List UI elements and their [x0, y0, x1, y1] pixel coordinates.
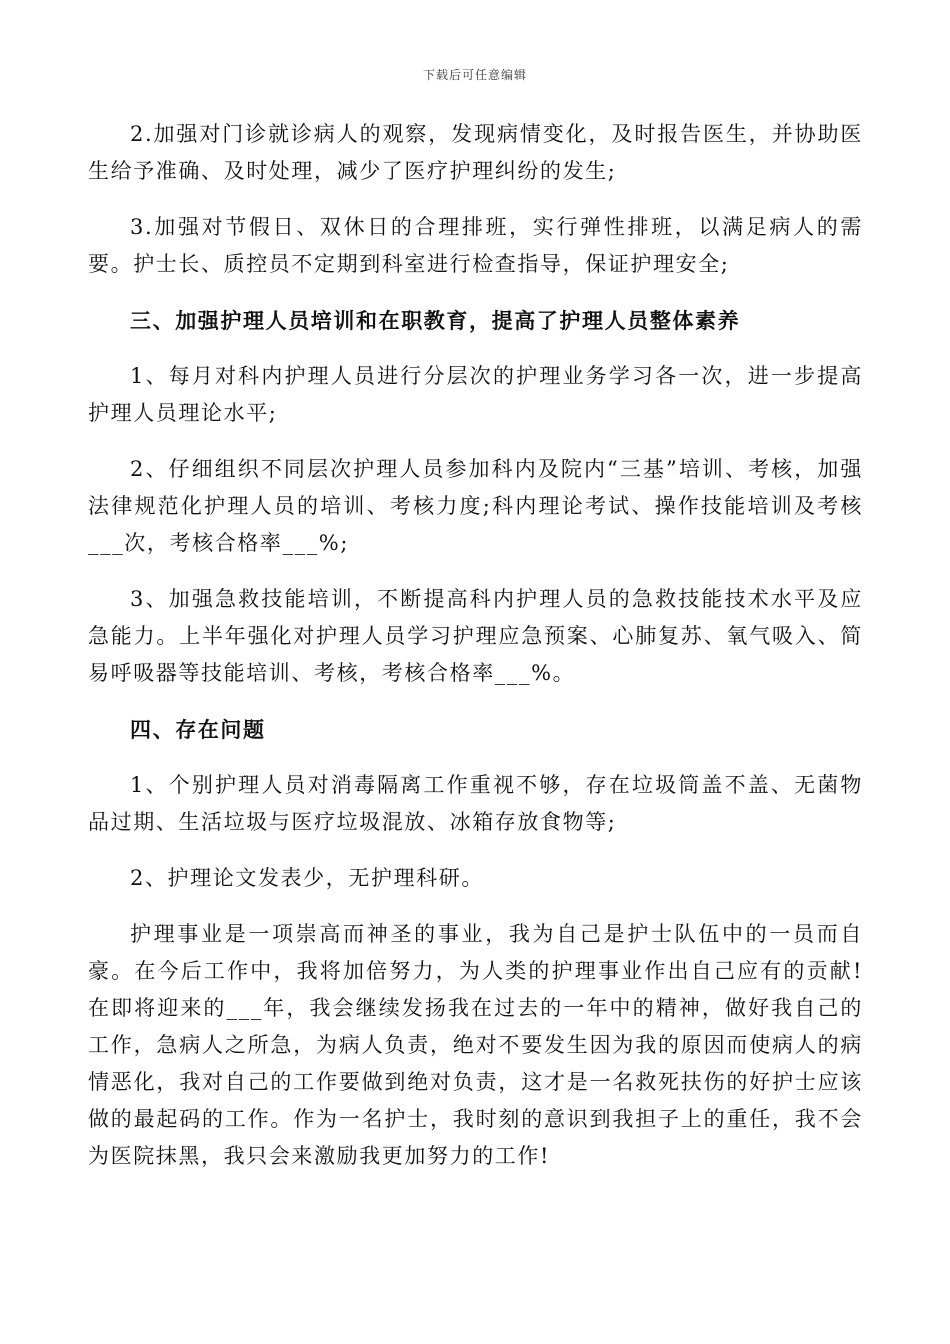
section-heading-problems: 四、存在问题: [130, 717, 266, 742]
paragraph-2-outpatient-observation: 2.加强对门诊就诊病人的观察，发现病情变化，及时报告医生，并协助医生给予准确、及时处理，减少了医疗护理纠纷的发生;: [88, 122, 863, 183]
paragraph-problems-1: 1、个别护理人员对消毒隔离工作重视不够，存在垃圾筒盖不盖、无菌物品过期、生活垃圾与医疗垃圾混放、冰箱存放食物等;: [88, 773, 863, 834]
paragraph-conclusion: 护理事业是一项崇高而神圣的事业，我为自己是护士队伍中的一员而自豪。在今后工作中，我将加倍努力，为人类的护理事业作出自己应有的贡献!在即将迎来的___年，我会继续发扬我在过去的一年中的精神，做好我自己的工作，急病人之所急，为病人负责，绝对不要发生因为我的原因而使病人的病情恶化，我对自己的工作要做到绝对负责，这才是一名救死扶伤的好护士应该做的最起码的工作。作为一名护士，我时刻的意识到我担子上的重任，我不会为医院抹黑，我只会来激励我更加努力的工作!: [88, 922, 863, 1168]
paragraph-training-2: 2、仔细组织不同层次护理人员参加科内及院内“三基”培训、考核，加强法律规范化护理人员的培训、考核力度;科内理论考试、操作技能培训及考核___次，考核合格率___%;: [88, 457, 863, 555]
paragraph-problems-2: 2、护理论文发表少，无护理科研。: [130, 866, 484, 890]
paragraph-training-3: 3、加强急救技能培训，不断提高科内护理人员的急救技能技术水平及应急能力。上半年强化对护理人员学习护理应急预案、心肺复苏、氧气吸入、简易呼吸器等技能培训、考核，考核合格率___%。: [88, 587, 863, 685]
section-heading-training: 三、加强护理人员培训和在职教育，提高了护理人员整体素养: [130, 308, 741, 333]
document-body: [88, 116, 863, 1175]
paragraph-3-holiday-scheduling: 3.加强对节假日、双休日的合理排班，实行弹性排班，以满足病人的需要。护士长、质控员不定期到科室进行检查指导，保证护理安全;: [88, 215, 863, 276]
page-header: 下载后可任意编辑: [422, 68, 527, 82]
paragraph-training-1: 1、每月对科内护理人员进行分层次的护理业务学习各一次，进一步提高护理人员理论水平;: [88, 364, 863, 425]
